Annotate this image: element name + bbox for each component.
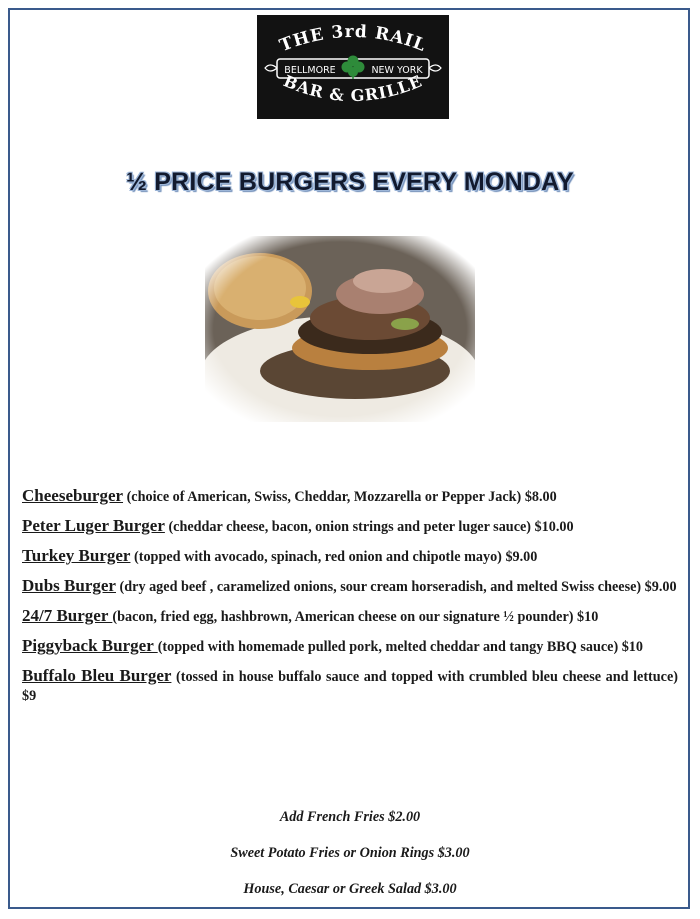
menu-item [22,486,678,507]
menu-item [22,636,678,657]
restaurant-logo [257,15,449,119]
page-border [8,8,690,909]
menu-item-name: Dubs Burger [22,576,116,595]
promo-headline: ½ PRICE BURGERS EVERY MONDAY [126,168,574,196]
menu-item-desc: (topped with avocado, spinach, red onion and chipotle mayo) $9.00 [130,549,538,565]
menu-item-desc: (dry aged beef , caramelized onions, sour cream horseradish, and melted Swiss cheese) $9.00 [115,579,677,595]
menu-item [22,576,678,597]
side-item-sweet-potato-rings: Sweet Potato Fries or Onion Rings $3.00 [230,845,470,861]
menu-item [22,516,678,537]
svg-text:THE 3rd RAIL [277,22,429,56]
side-item-fries: Add French Fries $2.00 [279,809,421,825]
side-item-salad: House, Caesar or Greek Salad $3.00 [243,881,457,897]
sides-list [0,808,700,916]
logo-line1: THE 3rd RAIL [276,21,430,57]
menu-item-name: Piggyback Burger [22,636,158,655]
menu-item-name: Buffalo Bleu Burger [22,666,172,685]
menu-item-name: Peter Luger Burger [22,516,165,535]
menu-item-name: 24/7 Burger [22,606,113,625]
menu-item-desc: (topped with homemade pulled pork, melted cheddar and tangy BBQ sauce) $10 [157,639,643,655]
menu-item [22,606,678,627]
scroll-ornament-left [265,65,277,71]
burger-photo [205,236,475,422]
menu-item-desc: (bacon, fried egg, hashbrown, American cheese on our signature ½ pounder) $10 [112,609,599,625]
burger-menu [22,486,678,715]
menu-item-name: Cheeseburger [22,486,124,505]
menu-item [22,546,678,567]
logo-line2: BAR & GRILLE [280,71,426,106]
menu-item-name: Turkey Burger [22,546,131,565]
menu-item-desc: (cheddar cheese, bacon, onion strings and peter luger sauce) $10.00 [164,519,574,535]
menu-item [22,666,678,706]
scroll-ornament-right [429,65,441,71]
menu-item-desc: (tossed in house buffalo sauce and topped with crumbled bleu cheese and lettuce) $9 [22,669,678,704]
logo-right-tag: NEW YORK [371,65,423,76]
logo-left-tag: BELLMORE [284,65,336,76]
menu-item-desc: (choice of American, Swiss, Cheddar, Mozzarella or Pepper Jack) $8.00 [123,489,557,505]
